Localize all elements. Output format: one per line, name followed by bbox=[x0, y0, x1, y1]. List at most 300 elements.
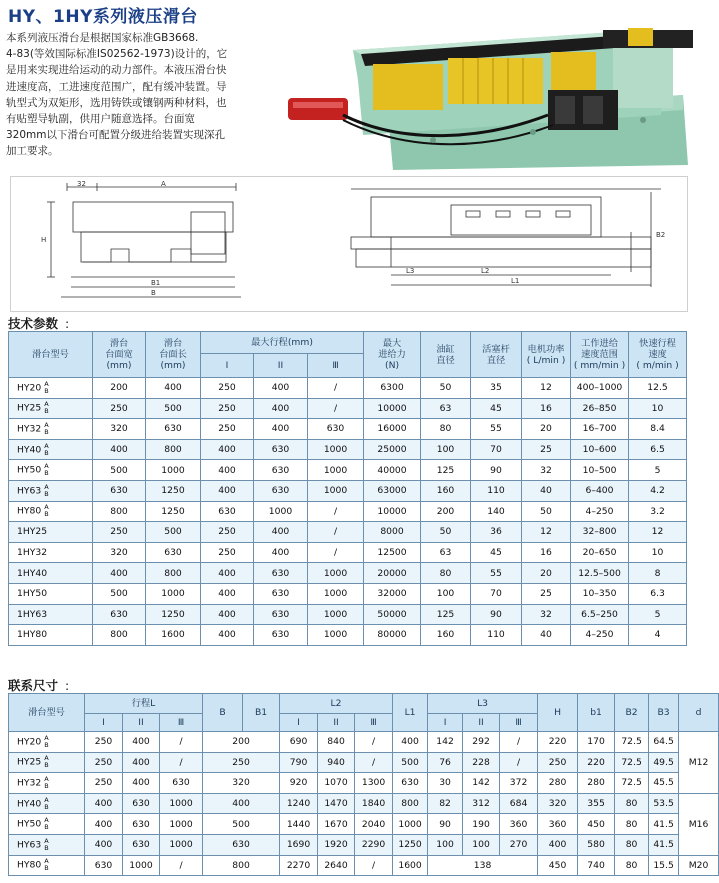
model-cell bbox=[9, 814, 85, 835]
table-row bbox=[9, 834, 719, 855]
variant-b: B bbox=[44, 740, 49, 749]
col-header: II bbox=[463, 714, 500, 732]
table-cell: 45 bbox=[471, 542, 522, 563]
table-cell: 630 bbox=[123, 793, 160, 814]
table-cell: 630 bbox=[308, 419, 364, 440]
table-cell: 80 bbox=[615, 855, 649, 876]
table-row bbox=[9, 378, 687, 399]
variant-b: B bbox=[44, 386, 49, 395]
table-cell: 1250 bbox=[146, 480, 201, 501]
table-cell: 1000 bbox=[146, 583, 201, 604]
table-cell: 12 bbox=[522, 522, 571, 543]
model-cell bbox=[9, 398, 93, 419]
table-cell: 80 bbox=[615, 834, 649, 855]
table-cell: 16 bbox=[522, 398, 571, 419]
model-name: 1HY80 bbox=[17, 629, 48, 641]
table-row bbox=[9, 752, 719, 773]
model-name: HY63 bbox=[17, 839, 42, 851]
table-cell: 12.5–500 bbox=[571, 563, 629, 584]
table-cell: 630 bbox=[201, 501, 254, 522]
variant-b: B bbox=[44, 802, 49, 811]
table-cell: 630 bbox=[85, 855, 123, 876]
table-cell: 138 bbox=[428, 855, 538, 876]
table-cell: 170 bbox=[578, 732, 615, 753]
model-cell bbox=[9, 604, 93, 625]
col-header: I bbox=[428, 714, 463, 732]
table-cell: 63000 bbox=[364, 480, 421, 501]
table-cell: 684 bbox=[500, 793, 538, 814]
table-cell: 63 bbox=[421, 542, 471, 563]
table-cell: 1000 bbox=[393, 814, 428, 835]
table-cell: 500 bbox=[146, 398, 201, 419]
col-header: 最大行程(mm) bbox=[201, 332, 364, 354]
model-name: HY80 bbox=[17, 505, 42, 517]
table-cell: 400 bbox=[201, 625, 254, 646]
table-cell: 500 bbox=[146, 522, 201, 543]
table-cell: 400 bbox=[201, 460, 254, 481]
variant-ab-marker bbox=[44, 776, 48, 790]
section-title-dims: 联系尺寸 : bbox=[8, 676, 72, 694]
table-cell: 25000 bbox=[364, 439, 421, 460]
table-cell: 580 bbox=[578, 834, 615, 855]
model-name: HY32 bbox=[17, 777, 42, 789]
col-header: B bbox=[203, 694, 243, 732]
table-cell: 12.5 bbox=[629, 378, 687, 399]
dimension-drawings bbox=[10, 176, 688, 312]
table-cell: 32000 bbox=[364, 583, 421, 604]
variant-ab-marker bbox=[44, 755, 48, 769]
table-row bbox=[9, 419, 687, 440]
table-cell: 800 bbox=[146, 439, 201, 460]
table-cell: 250 bbox=[85, 752, 123, 773]
table-cell: / bbox=[160, 732, 203, 753]
table-cell: 80 bbox=[421, 419, 471, 440]
table-cell: 450 bbox=[578, 814, 615, 835]
table-row bbox=[9, 604, 687, 625]
variant-a: A bbox=[44, 774, 49, 783]
table-cell: 250 bbox=[201, 419, 254, 440]
table-cell: 400 bbox=[85, 793, 123, 814]
table-cell: 500 bbox=[203, 814, 280, 835]
col-header: II bbox=[123, 714, 160, 732]
table-cell: 26–850 bbox=[571, 398, 629, 419]
table-cell: 200 bbox=[421, 501, 471, 522]
table-cell: 1000 bbox=[308, 583, 364, 604]
variant-a: A bbox=[44, 503, 49, 512]
table-cell: 142 bbox=[428, 732, 463, 753]
table-cell: 4 bbox=[629, 625, 687, 646]
table-cell: 250 bbox=[85, 773, 123, 794]
model-name: 1HY50 bbox=[17, 588, 48, 600]
table-cell: 630 bbox=[146, 419, 201, 440]
table-cell: 12 bbox=[522, 378, 571, 399]
table-cell: 400 bbox=[123, 773, 160, 794]
table-cell: 400 bbox=[93, 439, 146, 460]
drawing-label: H bbox=[41, 236, 47, 244]
variant-ab-marker bbox=[44, 381, 48, 395]
table-cell: 6.3 bbox=[629, 583, 687, 604]
col-header: B1 bbox=[243, 694, 280, 732]
table-cell: 360 bbox=[538, 814, 578, 835]
table-cell: 270 bbox=[500, 834, 538, 855]
table-cell: 32 bbox=[522, 604, 571, 625]
model-name: HY32 bbox=[17, 423, 42, 435]
table-cell: 36 bbox=[471, 522, 522, 543]
table-cell: 32–800 bbox=[571, 522, 629, 543]
table-cell: 630 bbox=[254, 460, 308, 481]
table-cell: 1000 bbox=[160, 814, 203, 835]
drawing-label: B bbox=[151, 289, 156, 297]
table-cell: 400 bbox=[85, 834, 123, 855]
intro-line: 轨型式为双矩形，选用铸铁或镶钢两种材料，也 bbox=[6, 96, 227, 109]
table-cell: 70 bbox=[471, 439, 522, 460]
col-header: 滑台型号 bbox=[9, 694, 85, 732]
table-cell: / bbox=[355, 732, 393, 753]
table-cell: 940 bbox=[318, 752, 355, 773]
variant-a: A bbox=[44, 754, 49, 763]
intro-line: 4-83(等效国际标准IS02562-1973)设计的，它 bbox=[6, 48, 228, 61]
table-row bbox=[9, 439, 687, 460]
table-cell: 250 bbox=[93, 522, 146, 543]
model-name: HY40 bbox=[17, 798, 42, 810]
table-cell: 3.2 bbox=[629, 501, 687, 522]
table-cell: 250 bbox=[85, 732, 123, 753]
table-cell: 840 bbox=[318, 732, 355, 753]
col-header: L3 bbox=[428, 694, 538, 714]
col-header: II bbox=[318, 714, 355, 732]
table-cell: 400 bbox=[538, 834, 578, 855]
table-cell: 10 bbox=[629, 542, 687, 563]
model-cell bbox=[9, 773, 85, 794]
model-name: 1HY32 bbox=[17, 547, 48, 559]
table-cell: 400 bbox=[254, 378, 308, 399]
table-cell: M20 bbox=[679, 855, 719, 876]
table-cell: 630 bbox=[254, 439, 308, 460]
table-cell: 4–250 bbox=[571, 625, 629, 646]
col-header: L2 bbox=[280, 694, 393, 714]
variant-ab-marker bbox=[44, 422, 48, 436]
table-cell: 90 bbox=[471, 460, 522, 481]
model-name: HY50 bbox=[17, 818, 42, 830]
model-cell bbox=[9, 419, 93, 440]
table-cell: 1300 bbox=[355, 773, 393, 794]
table-cell: 76 bbox=[428, 752, 463, 773]
variant-b: B bbox=[44, 469, 49, 478]
table-row bbox=[9, 625, 687, 646]
table-cell: 320 bbox=[538, 793, 578, 814]
table-cell: 400 bbox=[201, 439, 254, 460]
model-name: HY80 bbox=[17, 859, 42, 871]
col-header: H bbox=[538, 694, 578, 732]
table-cell: 630 bbox=[203, 834, 280, 855]
table-cell: 400–1000 bbox=[571, 378, 629, 399]
variant-a: A bbox=[44, 420, 49, 429]
table-cell: 110 bbox=[471, 480, 522, 501]
table-cell: 250 bbox=[201, 398, 254, 419]
table-cell: 20–650 bbox=[571, 542, 629, 563]
table-cell: 32 bbox=[522, 460, 571, 481]
product-photo bbox=[283, 20, 700, 173]
col-header: I bbox=[85, 714, 123, 732]
model-name: HY25 bbox=[17, 756, 42, 768]
table-cell: 5 bbox=[629, 460, 687, 481]
table-cell: 280 bbox=[538, 773, 578, 794]
col-header: 活塞杆 直径 bbox=[471, 332, 522, 378]
col-header: II bbox=[254, 354, 308, 378]
table-cell: 160 bbox=[421, 480, 471, 501]
table-cell: 400 bbox=[201, 604, 254, 625]
model-name: HY63 bbox=[17, 485, 42, 497]
table-cell: 64.5 bbox=[649, 732, 679, 753]
table-cell: 80 bbox=[615, 793, 649, 814]
table-cell: 800 bbox=[393, 793, 428, 814]
table-cell: 360 bbox=[500, 814, 538, 835]
table-cell: 250 bbox=[203, 752, 280, 773]
table-cell: 630 bbox=[160, 773, 203, 794]
table-cell: 630 bbox=[146, 542, 201, 563]
variant-a: A bbox=[44, 379, 49, 388]
table-cell: 250 bbox=[93, 398, 146, 419]
table-cell: 125 bbox=[421, 604, 471, 625]
table-cell: 45 bbox=[471, 398, 522, 419]
variant-ab-marker bbox=[44, 463, 48, 477]
variant-b: B bbox=[44, 823, 49, 832]
table-cell: 250 bbox=[201, 522, 254, 543]
table-cell: 320 bbox=[203, 773, 280, 794]
table-cell: 1000 bbox=[308, 439, 364, 460]
table-cell: 90 bbox=[471, 604, 522, 625]
table-cell: 10000 bbox=[364, 398, 421, 419]
table-cell: 1000 bbox=[160, 834, 203, 855]
table-cell: 40000 bbox=[364, 460, 421, 481]
table-cell: 50 bbox=[421, 522, 471, 543]
model-cell bbox=[9, 563, 93, 584]
table-cell: 450 bbox=[538, 855, 578, 876]
tech-params-table bbox=[8, 331, 687, 646]
table-cell: 312 bbox=[463, 793, 500, 814]
table-cell: 90 bbox=[428, 814, 463, 835]
col-header: I bbox=[280, 714, 318, 732]
table-cell: 80000 bbox=[364, 625, 421, 646]
table-cell: 500 bbox=[393, 752, 428, 773]
variant-b: B bbox=[44, 781, 49, 790]
model-cell bbox=[9, 855, 85, 876]
table-cell: 1600 bbox=[146, 625, 201, 646]
table-cell: 160 bbox=[421, 625, 471, 646]
table-cell: 220 bbox=[538, 732, 578, 753]
table-cell: 50 bbox=[421, 378, 471, 399]
table-cell: 6.5 bbox=[629, 439, 687, 460]
table-cell: 630 bbox=[123, 814, 160, 835]
table-row bbox=[9, 501, 687, 522]
table-cell: 400 bbox=[123, 732, 160, 753]
table-cell: / bbox=[500, 732, 538, 753]
drawing-label: L2 bbox=[481, 267, 490, 275]
intro-line: 有贴塑导轨副，供用户随意选择。台面宽 bbox=[6, 113, 195, 126]
table-cell: 1250 bbox=[146, 604, 201, 625]
variant-b: B bbox=[44, 864, 49, 873]
table-cell: 1440 bbox=[280, 814, 318, 835]
variant-ab-marker bbox=[44, 484, 48, 498]
table-cell: 400 bbox=[201, 583, 254, 604]
table-cell: 1000 bbox=[123, 855, 160, 876]
table-cell: 200 bbox=[203, 732, 280, 753]
table-cell: / bbox=[355, 752, 393, 773]
table-cell: 355 bbox=[578, 793, 615, 814]
table-cell: 125 bbox=[421, 460, 471, 481]
table-cell: 45.5 bbox=[649, 773, 679, 794]
variant-a: A bbox=[44, 795, 49, 804]
table-cell: 400 bbox=[201, 563, 254, 584]
table-cell: 1000 bbox=[160, 793, 203, 814]
table-cell: 10–350 bbox=[571, 583, 629, 604]
table-row bbox=[9, 855, 719, 876]
table-cell: 400 bbox=[146, 378, 201, 399]
table-cell: 1240 bbox=[280, 793, 318, 814]
table-cell: 800 bbox=[146, 563, 201, 584]
table-cell: 53.5 bbox=[649, 793, 679, 814]
table-cell: 630 bbox=[123, 834, 160, 855]
table-cell: 800 bbox=[93, 625, 146, 646]
table-cell: 8000 bbox=[364, 522, 421, 543]
model-name: HY20 bbox=[17, 736, 42, 748]
table-cell: 1000 bbox=[308, 604, 364, 625]
table-cell: 100 bbox=[421, 439, 471, 460]
col-header: 最大 进给力 (N) bbox=[364, 332, 421, 378]
table-cell: 55 bbox=[471, 563, 522, 584]
variant-ab-marker bbox=[44, 817, 48, 831]
table-cell: 50000 bbox=[364, 604, 421, 625]
table-cell: 16–700 bbox=[571, 419, 629, 440]
table-cell: 1250 bbox=[146, 501, 201, 522]
table-cell: 140 bbox=[471, 501, 522, 522]
model-cell bbox=[9, 542, 93, 563]
table-cell: 630 bbox=[254, 604, 308, 625]
table-cell: 400 bbox=[254, 542, 308, 563]
table-cell: 250 bbox=[538, 752, 578, 773]
table-row bbox=[9, 793, 719, 814]
table-cell: 10–600 bbox=[571, 439, 629, 460]
model-name: HY25 bbox=[17, 402, 42, 414]
variant-b: B bbox=[44, 761, 49, 770]
model-cell bbox=[9, 752, 85, 773]
table-cell: 630 bbox=[254, 480, 308, 501]
table-cell: 1000 bbox=[308, 460, 364, 481]
intro-line: 本系列液压滑台是根据国家标准GB3668. bbox=[6, 32, 199, 44]
table-cell: 40 bbox=[522, 480, 571, 501]
table-cell: 800 bbox=[93, 501, 146, 522]
table-cell: 630 bbox=[393, 773, 428, 794]
variant-ab-marker bbox=[44, 858, 48, 872]
table-row bbox=[9, 542, 687, 563]
table-cell: 320 bbox=[93, 419, 146, 440]
col-header: Ⅲ bbox=[308, 354, 364, 378]
table-cell: 16000 bbox=[364, 419, 421, 440]
variant-a: A bbox=[44, 836, 49, 845]
model-name: HY50 bbox=[17, 464, 42, 476]
table-cell: 1920 bbox=[318, 834, 355, 855]
table-cell: 740 bbox=[578, 855, 615, 876]
table-cell: 100 bbox=[421, 583, 471, 604]
table-cell: 63 bbox=[421, 398, 471, 419]
table-cell: 4–250 bbox=[571, 501, 629, 522]
col-header: L1 bbox=[393, 694, 428, 732]
table-cell: 10–500 bbox=[571, 460, 629, 481]
table-cell: / bbox=[160, 752, 203, 773]
variant-a: A bbox=[44, 857, 49, 866]
drawing-label: L1 bbox=[511, 277, 520, 285]
table-cell: 41.5 bbox=[649, 834, 679, 855]
table-cell: 8 bbox=[629, 563, 687, 584]
table-cell: M12 bbox=[679, 732, 719, 794]
table-cell: 110 bbox=[471, 625, 522, 646]
page-title: HY、1HY系列液压滑台 bbox=[8, 7, 198, 27]
table-cell: 2040 bbox=[355, 814, 393, 835]
table-cell: 6–400 bbox=[571, 480, 629, 501]
table-cell: 72.5 bbox=[615, 732, 649, 753]
table-cell: 4.2 bbox=[629, 480, 687, 501]
table-cell: 320 bbox=[93, 542, 146, 563]
variant-a: A bbox=[44, 733, 49, 742]
intro-line: 加工要求。 bbox=[6, 145, 59, 158]
variant-ab-marker bbox=[44, 504, 48, 518]
table-cell: 500 bbox=[93, 583, 146, 604]
variant-a: A bbox=[44, 482, 49, 491]
table-cell: 82 bbox=[428, 793, 463, 814]
model-cell bbox=[9, 501, 93, 522]
table-cell: 5 bbox=[629, 604, 687, 625]
table-cell: 400 bbox=[201, 480, 254, 501]
table-cell: 690 bbox=[280, 732, 318, 753]
table-cell: 220 bbox=[578, 752, 615, 773]
table-cell: 25 bbox=[522, 439, 571, 460]
col-header: 油缸 直径 bbox=[421, 332, 471, 378]
table-cell: 400 bbox=[254, 419, 308, 440]
table-cell: 228 bbox=[463, 752, 500, 773]
model-cell bbox=[9, 732, 85, 753]
table-cell: 15.5 bbox=[649, 855, 679, 876]
variant-b: B bbox=[44, 448, 49, 457]
table-cell: 280 bbox=[578, 773, 615, 794]
table-row bbox=[9, 480, 687, 501]
table-row bbox=[9, 460, 687, 481]
col-header: Ⅲ bbox=[500, 714, 538, 732]
drawing-label: 32 bbox=[77, 180, 86, 188]
model-cell bbox=[9, 583, 93, 604]
model-name: HY40 bbox=[17, 444, 42, 456]
table-cell: 49.5 bbox=[649, 752, 679, 773]
table-cell: 8.4 bbox=[629, 419, 687, 440]
table-cell: 400 bbox=[393, 732, 428, 753]
model-cell bbox=[9, 834, 85, 855]
connection-dims-table bbox=[8, 693, 719, 876]
col-header: d bbox=[679, 694, 719, 732]
table-cell: 80 bbox=[421, 563, 471, 584]
model-name: 1HY25 bbox=[17, 526, 48, 538]
table-cell: 630 bbox=[254, 625, 308, 646]
col-header: Ⅲ bbox=[355, 714, 393, 732]
table-cell: 372 bbox=[500, 773, 538, 794]
table-cell: 250 bbox=[201, 378, 254, 399]
table-cell: 12 bbox=[629, 522, 687, 543]
table-cell: 400 bbox=[254, 398, 308, 419]
table-cell: 400 bbox=[203, 793, 280, 814]
variant-ab-marker bbox=[44, 443, 48, 457]
col-header: I bbox=[201, 354, 254, 378]
table-cell: / bbox=[355, 855, 393, 876]
col-header: 电机功率 ( L/min ) bbox=[522, 332, 571, 378]
col-header: B3 bbox=[649, 694, 679, 732]
